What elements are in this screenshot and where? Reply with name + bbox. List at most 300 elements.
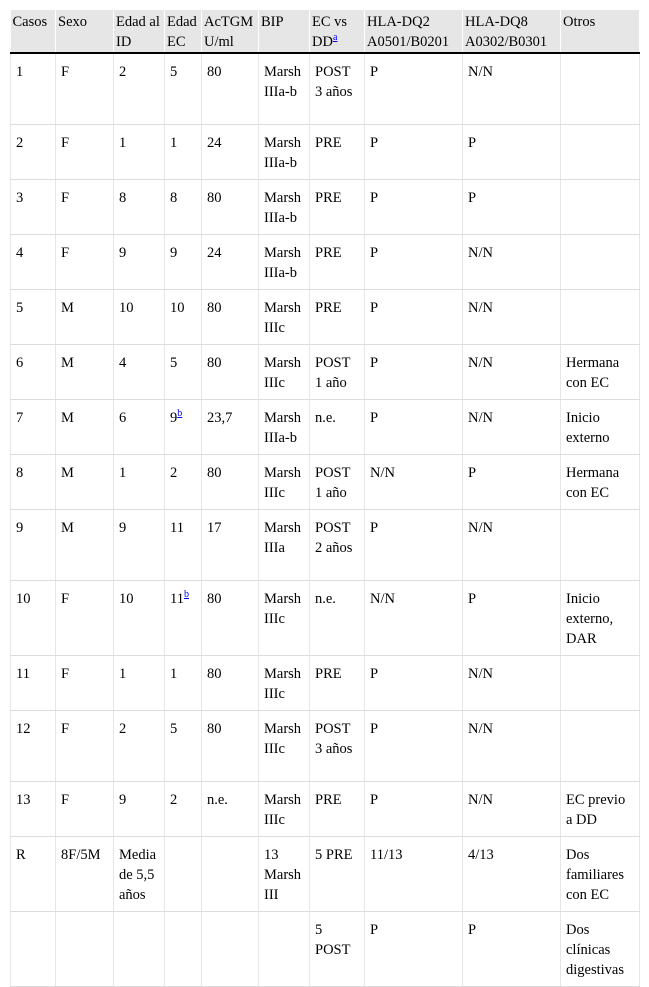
cell-text: P: [370, 921, 379, 938]
cell-text: N/N: [370, 464, 395, 481]
table-cell: [56, 124, 114, 179]
cell-text: 5 PRE: [315, 846, 353, 863]
table-cell: [310, 655, 365, 710]
table-cell: [114, 179, 165, 234]
cell-text: M: [61, 519, 74, 536]
cell-text: 80: [207, 354, 222, 371]
column-header: [561, 10, 640, 53]
cell-text: R: [16, 846, 26, 863]
table-cell: [365, 580, 463, 655]
cell-text: P: [468, 590, 477, 607]
cell-text: 8: [170, 189, 178, 206]
cell-text: Hermana con EC: [566, 354, 620, 391]
table-cell: [56, 399, 114, 454]
table-cell: [310, 179, 365, 234]
table-cell: [310, 836, 365, 911]
cell-text: Marsh IIIa-b: [264, 244, 302, 281]
table-cell: [259, 509, 310, 580]
cell-text: 4: [16, 244, 24, 261]
table-cell: [365, 399, 463, 454]
cell-text: POST 1 año: [315, 354, 351, 391]
cell-text: F: [61, 720, 70, 737]
table-cell: [561, 509, 640, 580]
cell-text: POST 2 años: [315, 519, 353, 556]
cell-text: P: [370, 665, 379, 682]
cell-text: Marsh IIIc: [264, 464, 302, 501]
cell-text: 6: [16, 354, 24, 371]
cell-text: P: [468, 464, 477, 481]
table-cell: [202, 234, 259, 289]
header-label-line1: Sexo: [58, 14, 87, 30]
table-cell: [259, 836, 310, 911]
table-cell: [11, 710, 56, 781]
table-cell: [463, 124, 561, 179]
table-cell: [114, 124, 165, 179]
cell-text: Marsh IIIa-b: [264, 64, 302, 100]
cell-text: F: [61, 665, 70, 682]
cell-text: N/N: [468, 354, 493, 371]
table-cell: [202, 509, 259, 580]
cell-text: 80: [207, 64, 222, 80]
table-cell: [165, 289, 202, 344]
cell-text: 1: [170, 134, 178, 151]
cell-text: 9: [16, 519, 24, 536]
cell-text: 13: [16, 791, 31, 808]
cell-text: P: [370, 134, 379, 151]
cell-text: 6: [119, 409, 127, 426]
table-cell: [463, 781, 561, 836]
table-cell: [310, 344, 365, 399]
table-cell: [365, 53, 463, 124]
cell-text: 1: [119, 134, 127, 151]
table-cell: [165, 179, 202, 234]
table-row: [11, 710, 640, 781]
cell-text: 12: [16, 720, 31, 737]
table-cell: [259, 710, 310, 781]
table-cell: [202, 53, 259, 124]
table-cell: [165, 911, 202, 986]
header-label-line1: HLA-DQ2: [367, 14, 430, 30]
cell-text: P: [370, 244, 379, 261]
table-cell: [561, 399, 640, 454]
header-label-line1: AcTGM: [204, 14, 254, 30]
cell-text: 9: [119, 244, 127, 261]
table-cell: [56, 655, 114, 710]
table-cell: [11, 580, 56, 655]
cell-text: N/N: [468, 791, 493, 808]
cell-text: N/N: [468, 409, 493, 426]
cell-text: 10: [119, 299, 134, 316]
cell-text: 7: [16, 409, 24, 426]
table-row: [11, 655, 640, 710]
cell-text: P: [370, 409, 379, 426]
table-cell: [259, 580, 310, 655]
footnote-link[interactable]: a: [332, 32, 338, 44]
cell-text: 10: [16, 590, 31, 607]
table-cell: [165, 53, 202, 124]
cell-text: P: [370, 519, 379, 536]
table-row: [11, 124, 640, 179]
cell-text: P: [370, 791, 379, 808]
table-cell: [259, 344, 310, 399]
cell-text: n.e.: [207, 791, 228, 808]
cell-text: P: [468, 134, 477, 151]
cell-text: P: [370, 64, 379, 80]
table-cell: [202, 655, 259, 710]
table-cell: [114, 344, 165, 399]
cell-text: 2: [170, 464, 178, 481]
table-cell: [365, 179, 463, 234]
table-cell: [165, 124, 202, 179]
header-label-line2: ID: [116, 34, 132, 50]
table-cell: [310, 710, 365, 781]
cell-text: 8F/5M: [61, 846, 101, 863]
cell-text: PRE: [315, 134, 342, 151]
table-row: [11, 454, 640, 509]
cell-text: 80: [207, 665, 222, 682]
column-header: [365, 10, 463, 53]
table-cell: [56, 509, 114, 580]
table-cell: [365, 344, 463, 399]
table-cell: [561, 344, 640, 399]
cell-text: F: [61, 189, 70, 206]
cell-text: 13 Marsh III: [264, 846, 302, 903]
table-cell: [56, 289, 114, 344]
table-cell: [365, 911, 463, 986]
table-cell: [202, 399, 259, 454]
cell-text: 9: [170, 244, 178, 261]
cell-text: 4: [119, 354, 127, 371]
table-cell: [310, 911, 365, 986]
table-cell: [561, 655, 640, 710]
cell-text: 80: [207, 720, 222, 737]
table-row: [11, 53, 640, 124]
cell-text: P: [370, 189, 379, 206]
cell-text: P: [468, 921, 477, 938]
cell-text: F: [61, 590, 70, 607]
cell-text: POST 3 años: [315, 64, 353, 100]
table-cell: [259, 655, 310, 710]
table-cell: [114, 781, 165, 836]
cell-text: Marsh IIIc: [264, 791, 302, 828]
table-cell: [202, 179, 259, 234]
cell-text: Marsh IIIc: [264, 590, 302, 627]
table-cell: [11, 836, 56, 911]
table-body: [11, 53, 640, 986]
table-cell: [463, 710, 561, 781]
cell-text: 11: [170, 519, 184, 536]
header-label-line1: EC vs: [312, 14, 348, 30]
table-cell: [561, 911, 640, 986]
table-cell: [365, 234, 463, 289]
table-cell: [56, 454, 114, 509]
cell-text: P: [370, 720, 379, 737]
table-cell: [165, 509, 202, 580]
cell-text: 11/13: [370, 846, 403, 863]
cell-text: 5: [16, 299, 24, 316]
table-cell: [56, 781, 114, 836]
table-cell: [114, 53, 165, 124]
table-cell: [56, 580, 114, 655]
table-row: [11, 344, 640, 399]
column-header: [259, 10, 310, 53]
table-cell: [463, 580, 561, 655]
table-cell: [365, 289, 463, 344]
table-cell: [561, 53, 640, 124]
table-cell: [165, 344, 202, 399]
table-cell: [202, 580, 259, 655]
header-label-line2: U/ml: [204, 34, 234, 50]
header-label-line2: A0302/B0301: [465, 34, 548, 50]
table-cell: [310, 781, 365, 836]
cell-text: N/N: [370, 590, 395, 607]
cell-text: 3: [16, 189, 24, 206]
cell-text: 5: [170, 354, 178, 371]
table-cell: [561, 124, 640, 179]
table-cell: [165, 399, 202, 454]
cell-text: M: [61, 409, 74, 426]
table-cell: [114, 509, 165, 580]
table-cell: [463, 836, 561, 911]
cell-text: 5: [170, 720, 178, 737]
cell-text: 23,7: [207, 409, 233, 426]
column-header: [463, 10, 561, 53]
header-label-line2: A0501/B0201: [367, 34, 450, 50]
cell-text: Marsh IIIc: [264, 354, 302, 391]
cell-text: POST 1 año: [315, 464, 351, 501]
table-cell: [259, 781, 310, 836]
table-cell: [310, 234, 365, 289]
cell-text: N/N: [468, 64, 493, 80]
table-cell: [202, 781, 259, 836]
cell-text: N/N: [468, 299, 493, 316]
column-header: [310, 10, 365, 53]
table-cell: [56, 911, 114, 986]
table-cell: [114, 655, 165, 710]
table-cell: [165, 580, 202, 655]
cell-text: N/N: [468, 720, 493, 737]
table-cell: [56, 836, 114, 911]
cell-text: 24: [207, 244, 222, 261]
header-label-line1: Edad al: [116, 14, 160, 30]
table-header: [11, 10, 640, 53]
cell-text: EC previo a DD: [566, 791, 626, 828]
cell-text: Marsh IIIa-b: [264, 189, 302, 226]
column-header: [165, 10, 202, 53]
cell-text: Marsh IIIa: [264, 519, 302, 556]
table-cell: [114, 399, 165, 454]
cell-text: Media de 5,5 años: [119, 846, 157, 903]
table-cell: [561, 234, 640, 289]
header-label-line1: Edad: [167, 14, 197, 30]
table-cell: [365, 509, 463, 580]
table-cell: [202, 124, 259, 179]
cell-text: 17: [207, 519, 222, 536]
cell-text: 8: [119, 189, 127, 206]
header-label-line1: Casos: [12, 14, 48, 30]
table-cell: [365, 124, 463, 179]
table-row: [11, 179, 640, 234]
table-cell: [561, 580, 640, 655]
table-cell: [561, 289, 640, 344]
table-cell: [463, 53, 561, 124]
table-cell: [11, 509, 56, 580]
cell-text: 2: [16, 134, 24, 151]
footnote-link[interactable]: b: [177, 407, 183, 419]
cell-text: 8: [16, 464, 24, 481]
cell-text: 9: [119, 519, 127, 536]
cell-text: Marsh IIIc: [264, 720, 302, 757]
table-cell: [114, 911, 165, 986]
cell-text: Inicio externo: [566, 409, 610, 446]
cell-text: P: [468, 189, 477, 206]
cell-text: 80: [207, 590, 222, 607]
table-cell: [463, 509, 561, 580]
table-cell: [202, 344, 259, 399]
table-cell: [114, 454, 165, 509]
table-cell: [165, 836, 202, 911]
cell-text: 5 POST: [315, 921, 351, 958]
table-cell: [365, 655, 463, 710]
cell-text: M: [61, 299, 74, 316]
cell-text: N/N: [468, 519, 493, 536]
cell-text: 4/13: [468, 846, 494, 863]
cell-text: F: [61, 134, 70, 151]
table-cell: [114, 710, 165, 781]
cell-text: Inicio externo, DAR: [566, 590, 614, 647]
footnote-link[interactable]: b: [183, 588, 189, 600]
cell-text: 9: [170, 409, 178, 426]
table-cell: [310, 580, 365, 655]
table-cell: [165, 234, 202, 289]
table-cell: [202, 454, 259, 509]
table-cell: [11, 53, 56, 124]
table-cell: [463, 655, 561, 710]
table-cell: [561, 179, 640, 234]
column-header: [11, 10, 56, 53]
table-cell: [463, 179, 561, 234]
cell-text: 1: [119, 464, 127, 481]
cell-text: PRE: [315, 299, 342, 316]
table-cell: [11, 911, 56, 986]
table-cell: [114, 580, 165, 655]
table-cell: [165, 655, 202, 710]
cell-text: PRE: [315, 244, 342, 261]
cell-text: PRE: [315, 189, 342, 206]
cell-text: 80: [207, 464, 222, 481]
cell-text: 2: [119, 720, 127, 737]
table-cell: [11, 781, 56, 836]
cell-text: 10: [119, 590, 134, 607]
cell-text: F: [61, 791, 70, 808]
table-cell: [259, 289, 310, 344]
table-cell: [259, 179, 310, 234]
cell-text: 1: [119, 665, 127, 682]
table-cell: [463, 234, 561, 289]
table-cell: [11, 124, 56, 179]
table-cell: [365, 710, 463, 781]
cell-text: P: [370, 299, 379, 316]
table-row: [11, 289, 640, 344]
table-row: [11, 580, 640, 655]
cell-text: PRE: [315, 665, 342, 682]
table-cell: [365, 836, 463, 911]
cell-text: Marsh IIIc: [264, 299, 302, 336]
table-cell: [114, 234, 165, 289]
table-cell: [11, 454, 56, 509]
header-label-line1: Otros: [563, 14, 596, 30]
cell-text: Marsh IIIa-b: [264, 134, 302, 171]
cases-table: [10, 10, 640, 987]
table-row: [11, 836, 640, 911]
cell-text: Hermana con EC: [566, 464, 620, 501]
table-cell: [259, 234, 310, 289]
cell-text: 1: [16, 64, 24, 80]
table-cell: [202, 911, 259, 986]
table-cell: [310, 124, 365, 179]
table-cell: [56, 344, 114, 399]
table-cell: [56, 710, 114, 781]
table-cell: [365, 454, 463, 509]
table-cell: [11, 179, 56, 234]
cell-text: M: [61, 354, 74, 371]
table-row: [11, 509, 640, 580]
table-cell: [259, 399, 310, 454]
table-cell: [365, 781, 463, 836]
cell-text: N/N: [468, 244, 493, 261]
table-cell: [561, 781, 640, 836]
column-header: [202, 10, 259, 53]
table-cell: [165, 710, 202, 781]
table-cell: [11, 344, 56, 399]
cell-text: Marsh IIIc: [264, 665, 302, 702]
table-cell: [310, 509, 365, 580]
cell-text: P: [370, 354, 379, 371]
table-cell: [463, 399, 561, 454]
table-cell: [11, 655, 56, 710]
cell-text: N/N: [468, 665, 493, 682]
table-cell: [56, 234, 114, 289]
column-header: [56, 10, 114, 53]
table-cell: [561, 836, 640, 911]
table-cell: [114, 289, 165, 344]
cell-text: M: [61, 464, 74, 481]
cell-text: Marsh IIIa-b: [264, 409, 302, 446]
table-cell: [259, 454, 310, 509]
table-cell: [202, 289, 259, 344]
table-cell: [561, 710, 640, 781]
cell-text: 11: [170, 590, 184, 607]
table-cell: [202, 836, 259, 911]
cell-text: 11: [16, 665, 30, 682]
cell-text: F: [61, 64, 70, 80]
cell-text: n.e.: [315, 590, 336, 607]
header-label-line2: DD: [312, 34, 333, 50]
table-cell: [310, 399, 365, 454]
table-row: [11, 234, 640, 289]
table-cell: [165, 781, 202, 836]
table-row: [11, 911, 640, 986]
cell-text: 80: [207, 299, 222, 316]
table-cell: [165, 454, 202, 509]
table-cell: [463, 911, 561, 986]
table-cell: [56, 179, 114, 234]
cell-text: 9: [119, 791, 127, 808]
table-cell: [463, 344, 561, 399]
cell-text: n.e.: [315, 409, 336, 426]
cell-text: F: [61, 244, 70, 261]
table-cell: [463, 454, 561, 509]
